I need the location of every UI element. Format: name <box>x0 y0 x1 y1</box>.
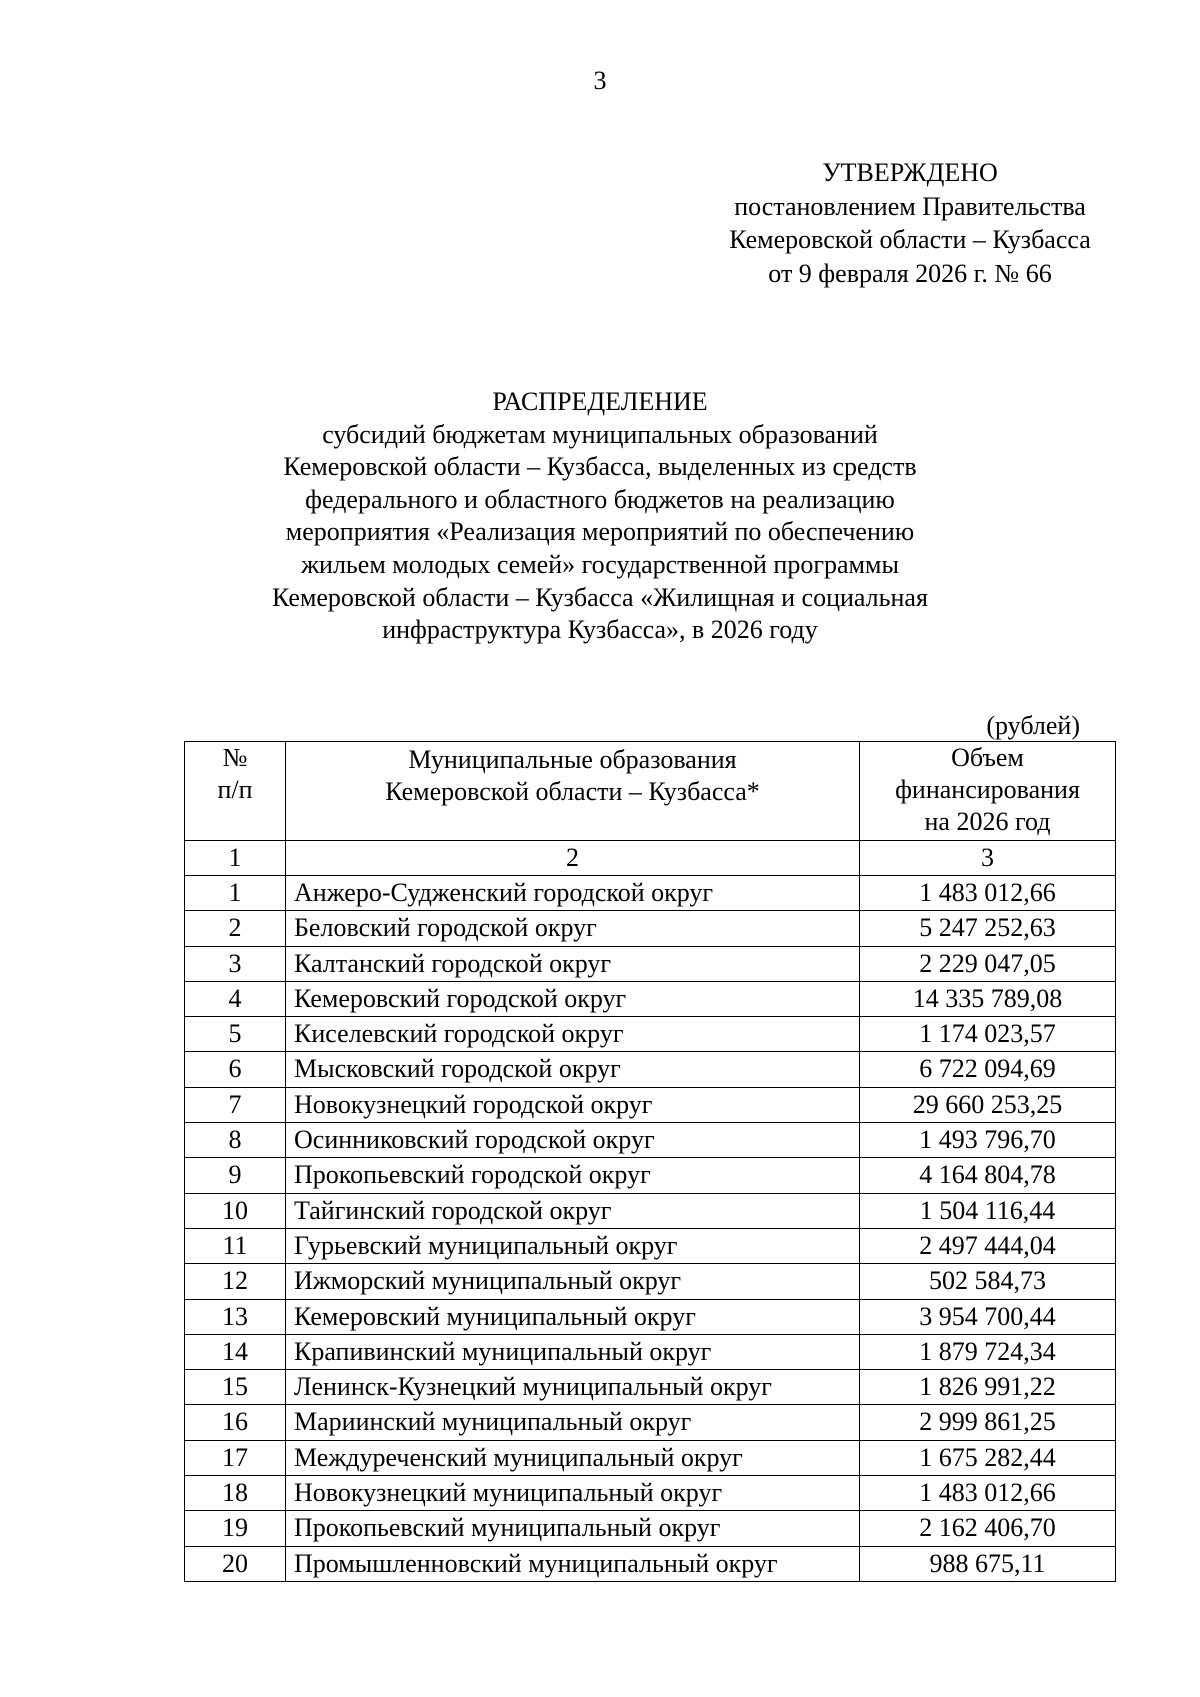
municipality-name: Кемеровский муниципальный округ <box>286 1299 860 1334</box>
title-line: жильем молодых семей» государственной программы <box>301 549 899 579</box>
page-number: 3 <box>593 66 607 95</box>
row-number: 7 <box>185 1087 286 1122</box>
table-row <box>185 981 1116 1016</box>
row-number: 5 <box>185 1017 286 1052</box>
column-index-row <box>185 841 1116 876</box>
approval-line: постановлением Правительства <box>734 191 1086 221</box>
municipality-name: Прокопьевский городской округ <box>286 1158 860 1193</box>
funding-amount: 4 164 804,78 <box>860 1158 1116 1193</box>
row-number: 4 <box>185 981 286 1016</box>
row-number: 9 <box>185 1158 286 1193</box>
row-number: 14 <box>185 1334 286 1369</box>
row-number: 10 <box>185 1193 286 1228</box>
municipality-name: Прокопьевский муниципальный округ <box>286 1511 860 1546</box>
row-number: 18 <box>185 1476 286 1511</box>
table-row <box>185 1440 1116 1475</box>
row-number: 15 <box>185 1370 286 1405</box>
table-row <box>185 1158 1116 1193</box>
row-number: 19 <box>185 1511 286 1546</box>
municipality-name: Гурьевский муниципальный округ <box>286 1228 860 1263</box>
row-number: 17 <box>185 1440 286 1475</box>
funding-amount: 5 247 252,63 <box>860 911 1116 946</box>
table-row <box>185 946 1116 981</box>
approval-title: УТВЕРЖДЕНО <box>822 158 998 187</box>
funding-amount: 1 879 724,34 <box>860 1334 1116 1369</box>
table-row <box>185 1123 1116 1158</box>
approval-line: Кемеровской области – Кузбасса <box>729 225 1091 254</box>
header-amount-line: Объем <box>951 743 1024 772</box>
header-name <box>286 742 860 841</box>
municipality-name: Кемеровский городской округ <box>286 981 860 1016</box>
municipality-name: Междуреченский муниципальный округ <box>286 1440 860 1475</box>
distribution-table <box>184 741 1116 1582</box>
table-row <box>185 1370 1116 1405</box>
header-name-line: Кемеровской области – Кузбасса* <box>385 777 760 806</box>
title-line: федерального и областного бюджетов на реализацию <box>305 484 895 514</box>
column-index: 3 <box>860 841 1116 876</box>
header-name-line: Муниципальные образования <box>408 745 737 774</box>
units-label: (рублей) <box>986 711 1080 740</box>
funding-amount: 1 826 991,22 <box>860 1370 1116 1405</box>
header-amount <box>860 742 1116 841</box>
municipality-name: Анжеро-Судженский городской округ <box>286 876 860 911</box>
funding-amount: 1 174 023,57 <box>860 1017 1116 1052</box>
municipality-name: Новокузнецкий муниципальный округ <box>286 1476 860 1511</box>
municipality-name: Калтанский городской округ <box>286 946 860 981</box>
table-row <box>185 1546 1116 1581</box>
funding-amount: 14 335 789,08 <box>860 981 1116 1016</box>
row-number: 11 <box>185 1228 286 1263</box>
column-index: 2 <box>286 841 860 876</box>
row-number: 12 <box>185 1264 286 1299</box>
funding-amount: 2 999 861,25 <box>860 1405 1116 1440</box>
table-row <box>185 1299 1116 1334</box>
table-row <box>185 1334 1116 1369</box>
municipality-name: Киселевский городской округ <box>286 1017 860 1052</box>
funding-amount: 2 162 406,70 <box>860 1511 1116 1546</box>
municipality-name: Беловский городской округ <box>286 911 860 946</box>
document-title <box>0 386 1200 647</box>
table-row <box>185 1405 1116 1440</box>
table-row <box>185 876 1116 911</box>
funding-amount: 1 483 012,66 <box>860 1476 1116 1511</box>
funding-amount: 2 497 444,04 <box>860 1228 1116 1263</box>
title-line: мероприятия «Реализация мероприятий по обеспечению <box>285 517 915 547</box>
municipality-name: Мариинский муниципальный округ <box>286 1405 860 1440</box>
title-line: Кемеровской области – Кузбасса, выделенных из средств <box>283 452 917 482</box>
funding-amount: 988 675,11 <box>860 1546 1116 1581</box>
row-number: 6 <box>185 1052 286 1087</box>
row-number: 16 <box>185 1405 286 1440</box>
municipality-name: Тайгинский городской округ <box>286 1193 860 1228</box>
title-heading: РАСПРЕДЕЛЕНИЕ <box>492 387 708 416</box>
funding-amount: 502 584,73 <box>860 1264 1116 1299</box>
funding-amount: 1 504 116,44 <box>860 1193 1116 1228</box>
table-header-row <box>185 742 1116 841</box>
funding-amount: 6 722 094,69 <box>860 1052 1116 1087</box>
funding-amount: 3 954 700,44 <box>860 1299 1116 1334</box>
row-number: 1 <box>185 876 286 911</box>
row-number: 20 <box>185 1546 286 1581</box>
row-number: 3 <box>185 946 286 981</box>
approval-stamp <box>680 156 1140 290</box>
title-line: инфраструктура Кузбасса», в 2026 году <box>382 615 818 645</box>
funding-amount: 1 675 282,44 <box>860 1440 1116 1475</box>
table-row <box>185 1193 1116 1228</box>
funding-amount: 2 229 047,05 <box>860 946 1116 981</box>
table-row <box>185 1087 1116 1122</box>
approval-date-line: от 9 февраля 2026 г. № 66 <box>768 258 1052 288</box>
municipality-name: Мысковский городской округ <box>286 1052 860 1087</box>
table-row <box>185 1228 1116 1263</box>
header-amount-line: на 2026 год <box>924 807 1051 836</box>
table-row <box>185 1017 1116 1052</box>
funding-amount: 1 493 796,70 <box>860 1123 1116 1158</box>
municipality-name: Осинниковский городской округ <box>286 1123 860 1158</box>
row-number: 8 <box>185 1123 286 1158</box>
table-row <box>185 1264 1116 1299</box>
funding-amount: 1 483 012,66 <box>860 876 1116 911</box>
table-row <box>185 1476 1116 1511</box>
funding-amount: 29 660 253,25 <box>860 1087 1116 1122</box>
header-amount-line: финансирования <box>895 775 1080 804</box>
header-num-line: № <box>222 743 248 772</box>
municipality-name: Ленинск-Кузнецкий муниципальный округ <box>286 1370 860 1405</box>
row-number: 13 <box>185 1299 286 1334</box>
header-num <box>185 742 286 841</box>
column-index: 1 <box>185 841 286 876</box>
municipality-name: Крапивинский муниципальный округ <box>286 1334 860 1369</box>
title-line: Кемеровской области – Кузбасса «Жилищная и социальная <box>272 582 928 612</box>
table-row <box>185 1052 1116 1087</box>
table-row <box>185 911 1116 946</box>
municipality-name: Ижморский муниципальный округ <box>286 1264 860 1299</box>
header-num-line: п/п <box>217 775 253 804</box>
municipality-name: Промышленновский муниципальный округ <box>286 1546 860 1581</box>
table-row <box>185 1511 1116 1546</box>
municipality-name: Новокузнецкий городской округ <box>286 1087 860 1122</box>
title-line: субсидий бюджетам муниципальных образований <box>322 419 878 449</box>
row-number: 2 <box>185 911 286 946</box>
